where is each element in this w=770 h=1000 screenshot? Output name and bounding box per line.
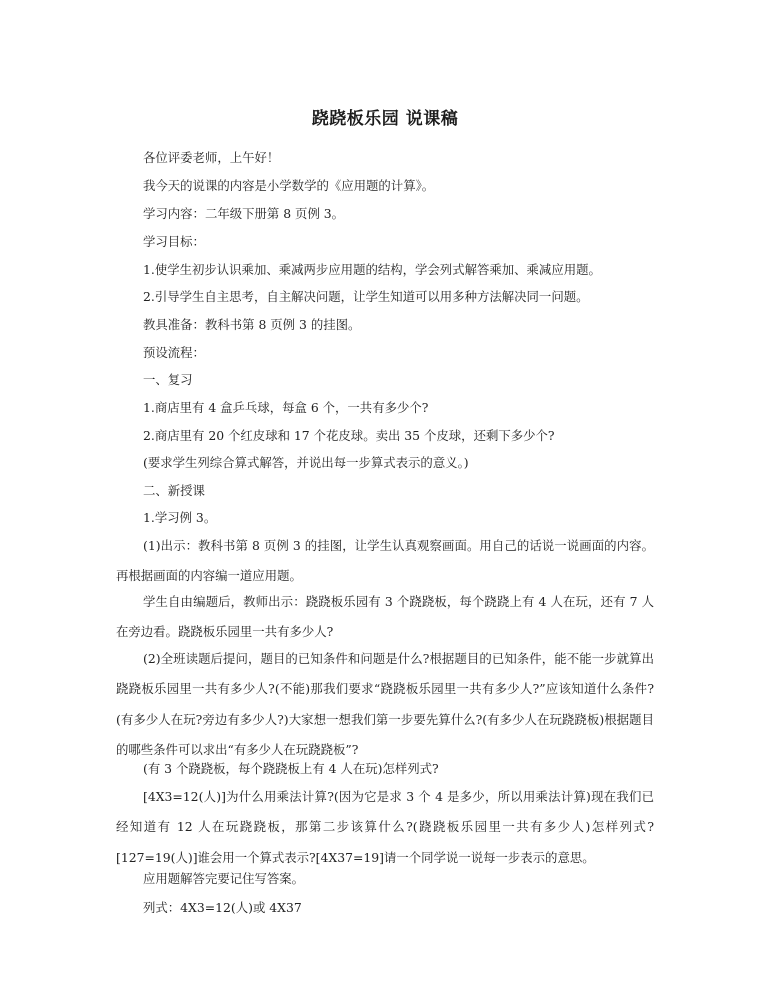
- answer-reminder-paragraph: 应用题解答完要记住写答案。: [143, 871, 305, 886]
- intro-paragraph: 我今天的说课的内容是小学数学的《应用题的计算》。: [143, 178, 435, 193]
- review-question-1: 1.商店里有 4 盒乒乓球，每盒 6 个，一共有多少个?: [143, 400, 429, 415]
- teacher-problem-paragraph: 学生自由编题后，教师出示：跷跷板乐园有 3 个跷跷板，每个跷跷上有 4 人在玩，还有 7 人在旁边看。跷跷板乐园里一共有多少人?: [116, 594, 654, 640]
- review-note: (要求学生列综合算式解答，并说出每一步算式表示的意义。): [143, 455, 469, 470]
- process-heading: 预设流程：: [143, 345, 205, 360]
- step-1-paragraph: (1)出示：教科书第 8 页例 3 的挂图，让学生认真观察画面。用自己的话说一说画面的内容。再根据画面的内容编一道应用题。: [116, 538, 654, 584]
- formula-paragraph: 列式：4X3=12(人)或 4X37: [143, 900, 302, 915]
- new-lesson-heading: 二、新授课: [143, 483, 205, 498]
- content-paragraph: 学习内容：二年级下册第 8 页例 3。: [143, 206, 345, 221]
- materials-paragraph: 教具准备：教科书第 8 页例 3 的挂图。: [143, 317, 361, 332]
- step-2-paragraph: (2)全班读题后提问，题目的已知条件和问题是什么?根据题目的已知条件，能不能一步就算出跷跷板乐园里一共有多少人?(不能)那我们要求“跷跷板乐园里一共有多少人?”应该知道什么条件?(有多少人在玩?旁边有多少人?)大家想一想我们第一步要先算什么?(有多少人在玩跷跷板)根据题目的哪些条件可以求出“有多少人在玩跷跷板”?: [116, 651, 654, 757]
- greeting-paragraph: 各位评委老师，上午好！: [143, 150, 280, 165]
- calculation-paragraph: [4X3=12(人)]为什么用乘法计算?(因为它是求 3 个 4 是多少，所以用乘法计算)现在我们已经知道有 12 人在玩跷跷板，那第二步该算什么?(跷跷板乐园里一共有多少人)怎样列式?[127=19(人)]谁会用一个算式表示?[4X37=19]请一个同学说一说每一步表示的意思。: [116, 789, 654, 865]
- review-question-2: 2.商店里有 20 个红皮球和 17 个花皮球。卖出 35 个皮球，还剩下多少个?: [143, 428, 555, 443]
- goals-heading: 学习目标：: [143, 234, 205, 249]
- document-title: 跷跷板乐园 说课稿: [311, 109, 459, 129]
- goal-2-paragraph: 2.引导学生自主思考，自主解决问题，让学生知道可以用多种方法解决同一问题。: [143, 289, 589, 304]
- example-heading: 1.学习例 3。: [143, 510, 217, 525]
- formula-question-paragraph: (有 3 个跷跷板，每个跷跷板上有 4 人在玩)怎样列式?: [143, 761, 439, 776]
- review-heading: 一、复习: [143, 372, 193, 387]
- goal-1-paragraph: 1.使学生初步认识乘加、乘减两步应用题的结构，学会列式解答乘加、乘减应用题。: [143, 262, 601, 277]
